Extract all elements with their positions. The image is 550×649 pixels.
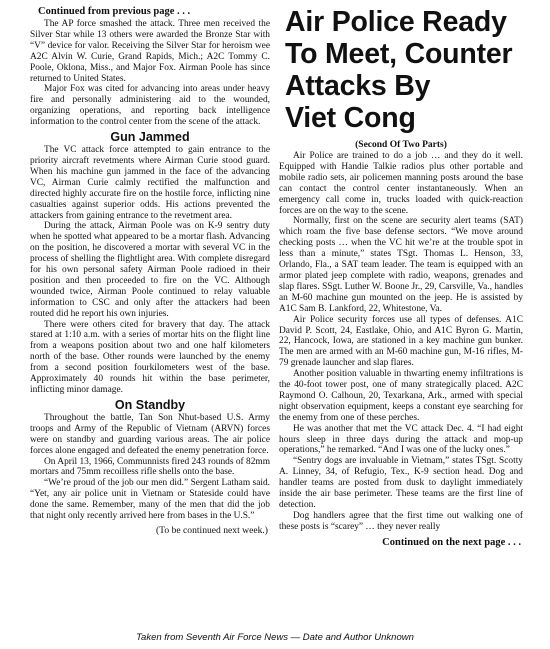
body-paragraph: During the attack, Airman Poole was on K-9 sentry duty when he spotted what appeared to be a mortar flash. Advancing on the position, he discovered a mortar with several VC in the process of shelling the flightlight area. With complete disregard for his own personal safety Airman Poole radioed in their position and then proceeded to fire on the VC. Although wounded twice, Airman Poole continued to relay valuable information to CSC and only after the attackers had been routed did he report his own injuries. (30, 221, 270, 319)
body-paragraph: “We’re proud of the job our men did.” Sergent Latham said. “Yet, any air police unit in Vietnam or Stateside could have done the same. Remember, many of the men that did the job that night only recently arrived here from bases in the U.S.” (30, 478, 270, 522)
subheading-gun-jammed: Gun Jammed (110, 130, 190, 145)
continued-from-label: Continued from previous page . . . (38, 6, 191, 17)
to-be-continued-note: (To be continued next week.) (155, 524, 268, 536)
body-paragraph: Normally, first on the scene are security alert teams (SAT) which roam the five base defense sectors. “We move around checking posts … when the VC hit we’re at the trouble spot in less than a minute,” states TSgt. Thomas L. Henson, 33, Orlando, Fla., a SAT team leader. The team is equipped with an armor plated jeep complete with radio, weapons, grenades and slap flares. SSgt. Luther W. Boone Jr., 29, Carsville, Va., handles an M-60 machine gun mounted on the jeep. He is assisted by A1C Sam B. Lankford, 22, Whitestone, Va. (279, 216, 523, 314)
body-paragraph: There were others cited for bravery that day. The attack stared at 1:10 a.m. with a series of mortar hits on the flight line from a weapons position about two and one half kilometers north of the base. Other rounds were launched by the enemy from a second position fourkilometers west of the base. Approximately 40 rounds hit within the base perimeter, inflicting minor damage. (30, 319, 270, 395)
body-paragraph: Major Fox was cited for advancing into areas under heavy fire and personally administering aid to the wounded, organizing operations, and reporting back intelligence information to the control center from the scene of the attack. (30, 84, 270, 128)
body-paragraph: Another position valuable in thwarting enemy infiltrations is the 40-foot tower post, one of many strategically placed. A2C Raymond O. Calhoun, 20, Texarkana, Ark., armed with special night observation equipment, keeps a constant eye searching for the enemy from one of these perches. (279, 369, 523, 423)
body-paragraph: On April 13, 1966, Communnists fired 243 rounds of 82mm mortars and 75mm recoilless rifle shells onto the base. (30, 456, 270, 478)
source-credit: Taken from Seventh Air Force News — Date and Author Unknown (136, 632, 414, 643)
headline-line: To Meet, Counter (285, 38, 513, 70)
body-paragraph: “Sentry dogs are invaluable in Vietnam,” states TSgt. Scotty A. Linney, 34, of Refugio, Tex., K-9 section head. Dog and handler teams are posted from dusk to daylight immediately inside the air base perimeter. These teams are the first line of detection. (279, 456, 523, 510)
article-headline (285, 6, 523, 134)
headline-line: Air Police Ready (285, 6, 507, 38)
body-paragraph: Air Police are trained to do a job … and they do it well. Equipped with Handie Talkie radios plus other portable and mobile radio sets, air policemen manning posts around the base can contact the control center instantaneously. When an emergency call come in, trucks loaded with quick-reaction forces are on the way to the scene. (279, 151, 523, 216)
body-paragraph: Throughout the battle, Tan Son Nhut-based U.S. Army troops and Army of the Republic of Vietnam (ARVN) forces were on standby and guarding various areas. The air police forces alone engaged and defeated the enemy penetration force. (30, 412, 270, 456)
body-paragraph: The AP force smashed the attack. Three men received the Silver Star while 13 others were awarded the Bronze Star with “V” device for valor. Receiving the Silver Star for heroism wee A2C Alvin W. Curie, Grand Rapids, Mich.; A2C Tommy C. Poole, Oklona, Miss., and Major Fox. Airman Poole has since returned to United States. (30, 19, 270, 84)
headline-line: Viet Cong (285, 102, 416, 134)
continued-on-label: Continued on the next page . . . (382, 536, 521, 548)
body-paragraph: Air Police security forces use all types of defenses. A1C David P. Scott, 24, Eastlake, Ohio, and A1C Byron G. Martin, 22, Hancock, Iowa, are stationed in a key machine gun bunker. The men are armed with an M-60 machine gun, M-16 rifles, M-79 grenade launcher and slap flares. (279, 314, 523, 369)
body-paragraph: The VC attack force attempted to gain entrance to the priority aircraft revetments where Airman Curie stood guard. When his machine gun jammed in the face of the advancing VC, Airman Curie calmly rectified the malfunction and directed highly accurate fire on the hostile force, inflicting nine casualties against superior odds. His actions prevented the attackers from gaining entrance to the revetment area. (30, 145, 270, 221)
right-column (279, 6, 523, 548)
part-label: (Second Of Two Parts) (355, 140, 447, 150)
subheading-on-standby: On Standby (114, 397, 186, 412)
body-paragraph: He was another that met the VC attack Dec. 4. “I had eight hours sleep in three days during the attack and mop-up operations,” he remarked. “And I was one of the lucky ones.” (279, 423, 523, 456)
body-paragraph: Dog handlers agree that the first time out walking one of these posts is “scarey” … they never really (279, 510, 523, 532)
headline-line: Attacks By (285, 70, 431, 102)
left-column (30, 6, 270, 536)
